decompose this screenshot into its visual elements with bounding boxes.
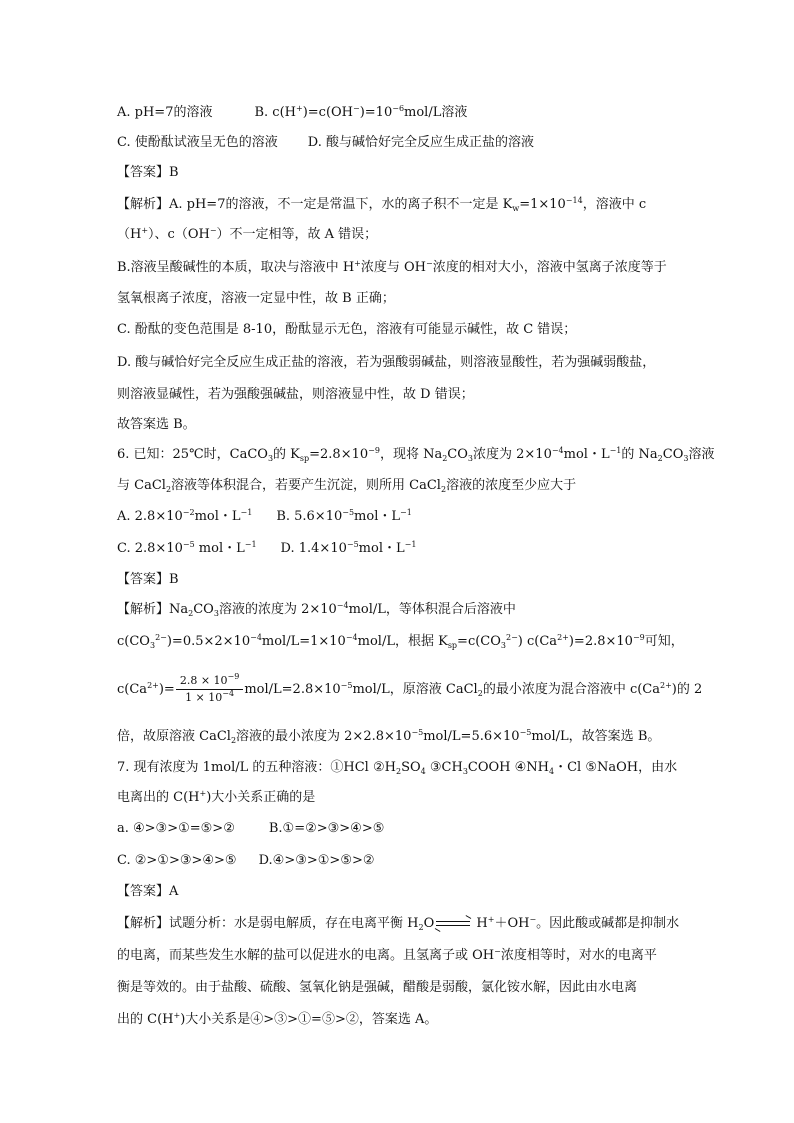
q5-explanation-line2: （H+）、c（OH−）不一定相等，故 A 错误；: [117, 226, 378, 242]
q5-options-row1: [117, 104, 467, 122]
q6-option-c: C. $2.8\times 10^{-5}$ mol・$L^{-1}$: [117, 540, 257, 556]
q6-explanation-line1: 【解析】$Na_2CO_3$溶液的浓度为 $2\times 10^{-4}mol/L$，等体积混合后溶液中: [117, 601, 516, 618]
q7-stem-line2: 电离出的 C(H+)大小关系正确的是: [117, 789, 316, 805]
q5-explanation-line8: 故答案选 B。: [117, 417, 196, 432]
q5-answer: 【答案】B: [117, 165, 179, 180]
equilibrium-arrow-icon: [436, 919, 470, 929]
q6-options-row2: [117, 540, 416, 558]
q5-option-b: B. $c(H^+)=c(OH^-)=10^{-6}mol/L$溶液: [254, 104, 468, 120]
q7-options-row2: [117, 852, 375, 870]
q6-explanation-line3: $c(Ca^{2+})=$ $\frac{2.8 \times 10^{-9}}{1 \times 10^{-4}}$ mol/$L=2.8\times 10^{-5}mol/L$，原溶液 CaCl$_2$的最小浓度为混合溶液中 $c(Ca^{2+})$的 2: [117, 672, 703, 704]
q5-explanation-line5: C. 酚酞的变色范围是 8-10，酚酞显示无色，溶液有可能显示碱性，故 C 错误；: [117, 322, 577, 337]
q6-option-a: A. $2.8\times 10^{-2}mol$・$L^{-1}$: [117, 508, 253, 524]
q7-explanation-line3: 衡是等效的。由于盐酸、硫酸、氢氧化钠是强碱，醋酸是弱酸，氯化铵水解，因此由水电离: [117, 980, 638, 995]
q5-explanation-line7: 则溶液显碱性，若为强酸强碱盐，则溶液显中性，故 D 错误；: [117, 387, 474, 402]
q7-explanation-line2: 的电离，而某些发生水解的盐可以促进水的电离。且氢离子或 OH−浓度相等时，对水的电离平: [117, 947, 657, 963]
q6-options-row1: [117, 508, 412, 526]
q5-options-row2: [117, 134, 534, 152]
q7-option-d: D.④>③>①>⑤>②: [258, 853, 375, 868]
q5-option-c: C. 使酚酞试液呈无色的溶液: [117, 135, 278, 150]
q7-option-a: a. ④>③>①=⑤>②: [117, 821, 235, 836]
q7-option-b: B.①=②>③>④>⑤: [268, 821, 385, 836]
q5-explanation-line1: 【解析】A. pH=7的溶液，不一定是常温下，水的离子积不一定是 $K_w=1\times 10^{-14}$，溶液中 c: [117, 196, 647, 213]
q5-explanation-line4: 氢氧根离子浓度，溶液一定显中性，故 B 正确；: [117, 291, 395, 306]
q7-explanation-line4: 出的 C(H+)大小关系是④>③>①=⑤>②，答案选 A。: [117, 1011, 438, 1027]
q7-explanation-line1: 【解析】试题分析：水是弱电解质，存在电离平衡 $H_2O$ H+＋OH−。因此酸或碱都是抑制水: [117, 915, 680, 932]
q7-answer: 【答案】A: [117, 884, 179, 899]
q6-explanation-line4: 倍，故原溶液 CaCl$_2$溶液的最小浓度为 $2\times 2.8\times 10^{-5}mol/L=5.6\times 10^{-5}mol/L$，故答案选 B。: [117, 728, 661, 745]
q5-explanation-line3: B.溶液呈酸碱性的本质，取决与溶液中 H+浓度与 OH−浓度的相对大小，溶液中氢离子浓度等于: [117, 259, 667, 275]
q6-stem-line2: 与 CaCl$_2$溶液等体积混合，若要产生沉淀，则所用 CaCl$_2$溶液的浓度至少应大于: [117, 478, 577, 494]
q6-option-d: D. $1.4\times 10^{-5}mol$・$L^{-1}$: [280, 540, 417, 556]
q6-explanation-line2: $c(CO_3^{2-})=0.5\times 2\times 10^{-4}mol/L=1\times 10^{-4}mol/L$，根据 $K_{sp}=c(CO_3^{2-})$ $c(Ca^{2+})=2.8\times 10^{-9}$可知，: [117, 633, 684, 650]
q5-option-d: D. 酸与碱恰好完全反应生成正盐的溶液: [307, 135, 534, 150]
q6-fraction: $\frac{2.8 \times 10^{-9}}{1 \times 10^{-4}}$: [176, 674, 244, 705]
q5-option-a: A. pH=7的溶液: [117, 105, 213, 120]
q6-answer: 【答案】B: [117, 572, 179, 587]
q7-stem-line1: 7. 现有浓度为 1mol/L 的五种溶液：①HCl $②H_2SO_4$ $③CH_3COOH$ $④NH_4$・Cl ⑤NaOH，由水: [117, 760, 678, 776]
q7-option-c: C. ②>①>③>④>⑤: [117, 853, 237, 868]
q7-options-row1: [117, 820, 384, 838]
q6-option-b: B. $5.6\times 10^{-5}mol$・$L^{-1}$: [276, 508, 412, 524]
q5-explanation-line6: D. 酸与碱恰好完全反应生成正盐的溶液，若为强酸弱碱盐，则溶液显酸性，若为强碱弱酸盐，: [117, 355, 656, 370]
q6-stem-line1: 6. 已知：25℃时，CaCO$_3$的 $K_{sp}=2.8\times 10^{-9}$，现将 $Na_2CO_3$浓度为 $2\times 10^{-4}mol$・$L^{-1}$的 $Na_2CO_3$溶液: [117, 446, 715, 463]
